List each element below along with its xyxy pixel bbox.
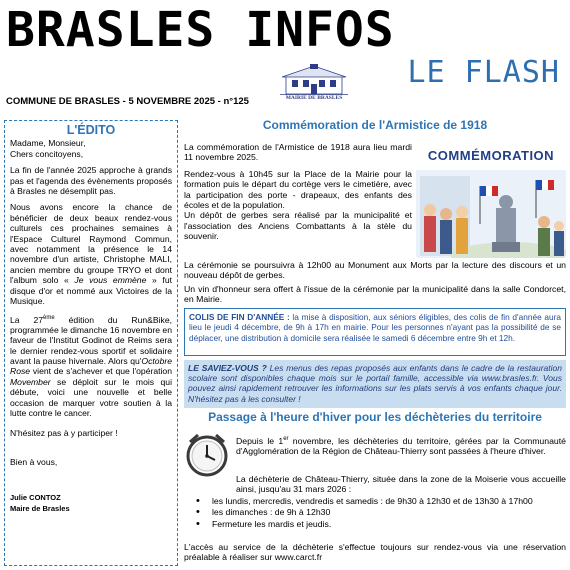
decheteries-paragraph: Depuis le 1er novembre, les déchèteries du territoire, gérées par la Communauté d'Agglomération de la Région de Château-Thierry sont passées à l'heure d'hiver. [236,435,566,457]
clock-icon [184,432,230,478]
newsletter-title: BRASLES INFOS [6,2,395,58]
edito-paragraph: Nous avons encore la chance de bénéficier de deux beaux rendez-vous culturels ces prochaines semaines à l'Espace Culturel Raymond Commun, avec notamment la présence le 14 novembre d'un artiste, Christophe MALI, ancien membre du groupe TRYO et dont l'album solo « Je vous emmène » fut disque d'or et nommé aux Victoires de la Musique. [10,202,172,307]
closing: Bien à vous, [10,456,58,467]
signature-title: Maire de Brasles [10,503,70,513]
schedule-list [194,496,566,530]
armistice-paragraph: Rendez-vous à 10h45 sur la Place de la Mairie pour la formation puis le départ du cortège vers le cimetière, avec la participation des porte - drapeaux, des enfants des écoles et de la population. [184,168,412,211]
list-item: • Fermeture les mardis et jeudis. [194,519,566,529]
commemoration-image [416,148,566,258]
armistice-text [184,142,412,248]
greeting-line: Chers concitoyens, [10,148,84,159]
decheteries-paragraph: L'accès au service de la déchèterie s'effectue toujours sur rendez-vous via une réservation préalable à réaliser sur www.carct.fr [184,542,566,563]
issue-line: COMMUNE DE BRASLES - 5 NOVEMBRE 2025 - n°125 [6,96,249,107]
armistice-paragraph: Un dépôt de gerbes sera réalisé par la municipalité et l'association des Anciens Combattants à la stèle du souvenir. [184,210,412,242]
decheteries-paragraph: La déchèterie de Château-Thierry, située dans la zone de la Moiserie vous accueille ainsi, jusqu'au 31 mars 2026 : [236,474,566,495]
armistice-paragraph: Un vin d'honneur sera offert à l'issue de la cérémonie par la municipalité dans la salle Condorcet, en Mairie. [184,284,566,305]
did-you-know-label: LE SAVIEZ-VOUS ? [188,363,267,373]
masthead [0,0,570,107]
right-column [184,120,566,568]
edito-box [4,120,178,566]
armistice-heading: Commémoration de l'Armistice de 1918 [262,118,488,132]
newsletter-subtitle: LE FLASH [407,55,560,90]
list-item: • les lundis, mercredis, vendredis et samedis : de 9h30 à 12h30 et de 13h30 à 17h00 [194,496,566,506]
album-title: Je vous emmène [74,275,147,286]
list-item: • les dimanches : de 9h à 12h30 [194,507,566,517]
logo-caption: MAIRIE DE BRASLES [285,95,343,101]
edito-paragraph: La 27ème édition du Run&Bike, programmée le dimanche 16 novembre en faveur de l'Institut Godinot de Reims sera le dernier rendez-vous sportif et solidaire avant la pause hivernale. Alors qu'Octobre Rose vient de s'achever et que l'opération Movember se déploit sur le mois qui débute, voici une nouvelle et belle occasion de marquer votre soutien à la lutte contre le cancer. [10,314,172,419]
did-you-know-box [184,360,566,408]
edito-heading: L'ÉDITO [66,123,116,137]
colis-box [184,308,566,356]
did-you-know-text: Les menus des repas proposés aux enfants dans le cadre de la restauration scolaire sont disponibles chaque mois sur le portail famille, accessible via www.brasles.fr. Vous pouvez ainsi rapidement retrouver les informations sur les plats servis à vos enfants chaque jour. N'hésitez pas à les consulter ! [188,363,562,404]
town-hall-logo [278,64,350,106]
colis-text: la mise à disposition, aux séniors éligibles, des colis de fin d'année aura lieu le jeudi 4 décembre, de 9h à 17h en mairie. Pour les personnes n'ayant pas la possibilité de se déplacer, une distribution à domicile sera réalisée le samedi 6 décembre entre 9h et 12h. [189,312,561,343]
armistice-paragraph: La commémoration de l'Armistice de 1918 aura lieu mardi 11 novembre 2025. [184,142,412,163]
signature-name: Julie CONTOZ [10,493,61,503]
commemoration-label: COMMÉMORATION [427,148,555,163]
decheteries-heading: Passage à l'heure d'hiver pour les déchèteries du territoire [208,410,542,424]
colis-label: COLIS DE FIN D'ANNÉE : [189,312,290,322]
commemoration-illustration [416,148,566,258]
town-hall-icon [278,64,350,96]
edito-paragraph: N'hésitez pas à y participer ! [10,428,118,439]
edito-paragraph: La fin de l'année 2025 approche à grands pas et l'agenda des évènements proposés à Brasles ne désemplit pas. [10,165,172,197]
armistice-paragraph: La cérémonie se poursuivra à 12h00 au Monument aux Morts par la lecture des discours et un nouveau dépôt de gerbes. [184,260,566,281]
greeting-line: Madame, Monsieur, [10,138,86,149]
